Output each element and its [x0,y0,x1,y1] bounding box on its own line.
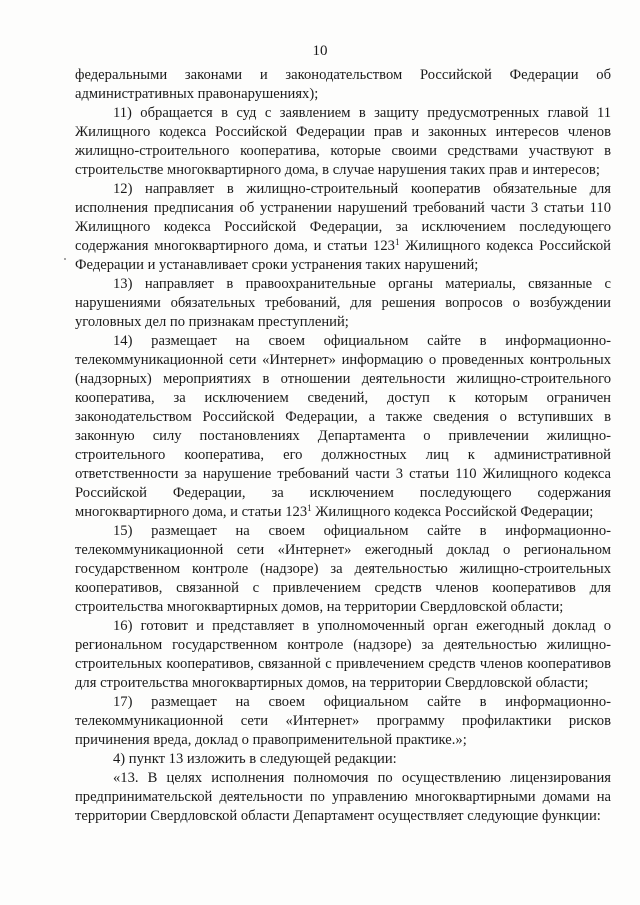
superscript: 1 [394,237,400,247]
paragraph-continuation: федеральными законами и законодательством Российской Федерации об административных правонарушениях); [75,67,611,102]
paragraph-item-12-text-end: Жилищного кодекса Российской Федерации и устанавливает сроки устранения таких нарушений; [75,238,611,273]
paragraph-item-14-text-end: Жилищного кодекса Российской Федерации; [311,504,594,520]
paragraph-item-14-text: 14) размещает на своем официальном сайте в информационно-телекоммуникационной сети «Интернет» информацию о проведенных контрольных (надзорных) мероприятиях в отношении деятельности жилищно-строительного кооператива, за исключением сведений, доступ к которым ограничен законодательством Российской Федерации, а также сведения о вступивших в законную силу постановлениях Департамента о привлечении жилищно-строительного кооператива, его должностных лиц к административной ответственности за нарушение требований части 3 статьи 110 Жилищного кодекса Российской Федерации, за исключением последующего содержания многоквартирного дома, и статьи 123 [75,333,611,520]
document-body [75,66,611,826]
paragraph-item-15: 15) размещает на своем официальном сайте в информационно-телекоммуникационной сети «Интернет» ежегодный доклад о региональном государственном контроле (надзоре) за деятельностью жилищно-строительных кооперативов, связанной с привлечением средств членов кооперативов для строительства многоквартирных домов, на территории Свердловской области; [75,523,611,615]
paragraph-item-4: 4) пункт 13 изложить в следующей редакции: [113,751,397,767]
paragraph-item-12 [75,180,611,275]
page-number: 10 [312,43,328,59]
paragraph-item-12-text: 12) направляет в жилищно-строительный кооператив обязательные для исполнения предписания об устранении нарушений требований части 3 статьи 110 Жилищного кодекса Российской Федерации, за исключением последующего содержания многоквартирного дома, и статьи 123 [75,181,611,254]
paragraph-item-17: 17) размещает на своем официальном сайте в информационно-телекоммуникационной сети «Интернет» программу профилактики рисков причинения вреда, доклад о правоприменительной практике.»; [75,694,611,748]
paragraph-quoted-13: «13. В целях исполнения полномочия по осуществлению лицензирования предпринимательской деятельности по управлению многоквартирными домами на территории Свердловской области Департамент осуществляет следующие функции: [75,770,611,824]
paragraph-item-11: 11) обращается в суд с заявлением в защиту предусмотренных главой 11 Жилищного кодекса Российской Федерации прав и законных интересов членов жилищно-строительного кооператива, которые своими средствами участвуют в строительстве многоквартирного дома, в случае нарушения таких прав и интересов; [75,105,611,178]
scan-dot [64,258,66,260]
superscript: 1 [307,503,312,513]
paragraph-item-16: 16) готовит и представляет в уполномоченный орган ежегодный доклад о региональном государственном контроле (надзоре) за деятельностью жилищно-строительных кооперативов, связанной с привлечением средств членов кооперативов для строительства многоквартирных домов, на территории Свердловской области; [75,618,611,691]
paragraph-item-14 [75,332,611,522]
paragraph-item-13: 13) направляет в правоохранительные органы материалы, связанные с нарушениями обязательных требований, для решения вопросов о возбуждении уголовных дел по признакам преступлений; [75,276,611,330]
